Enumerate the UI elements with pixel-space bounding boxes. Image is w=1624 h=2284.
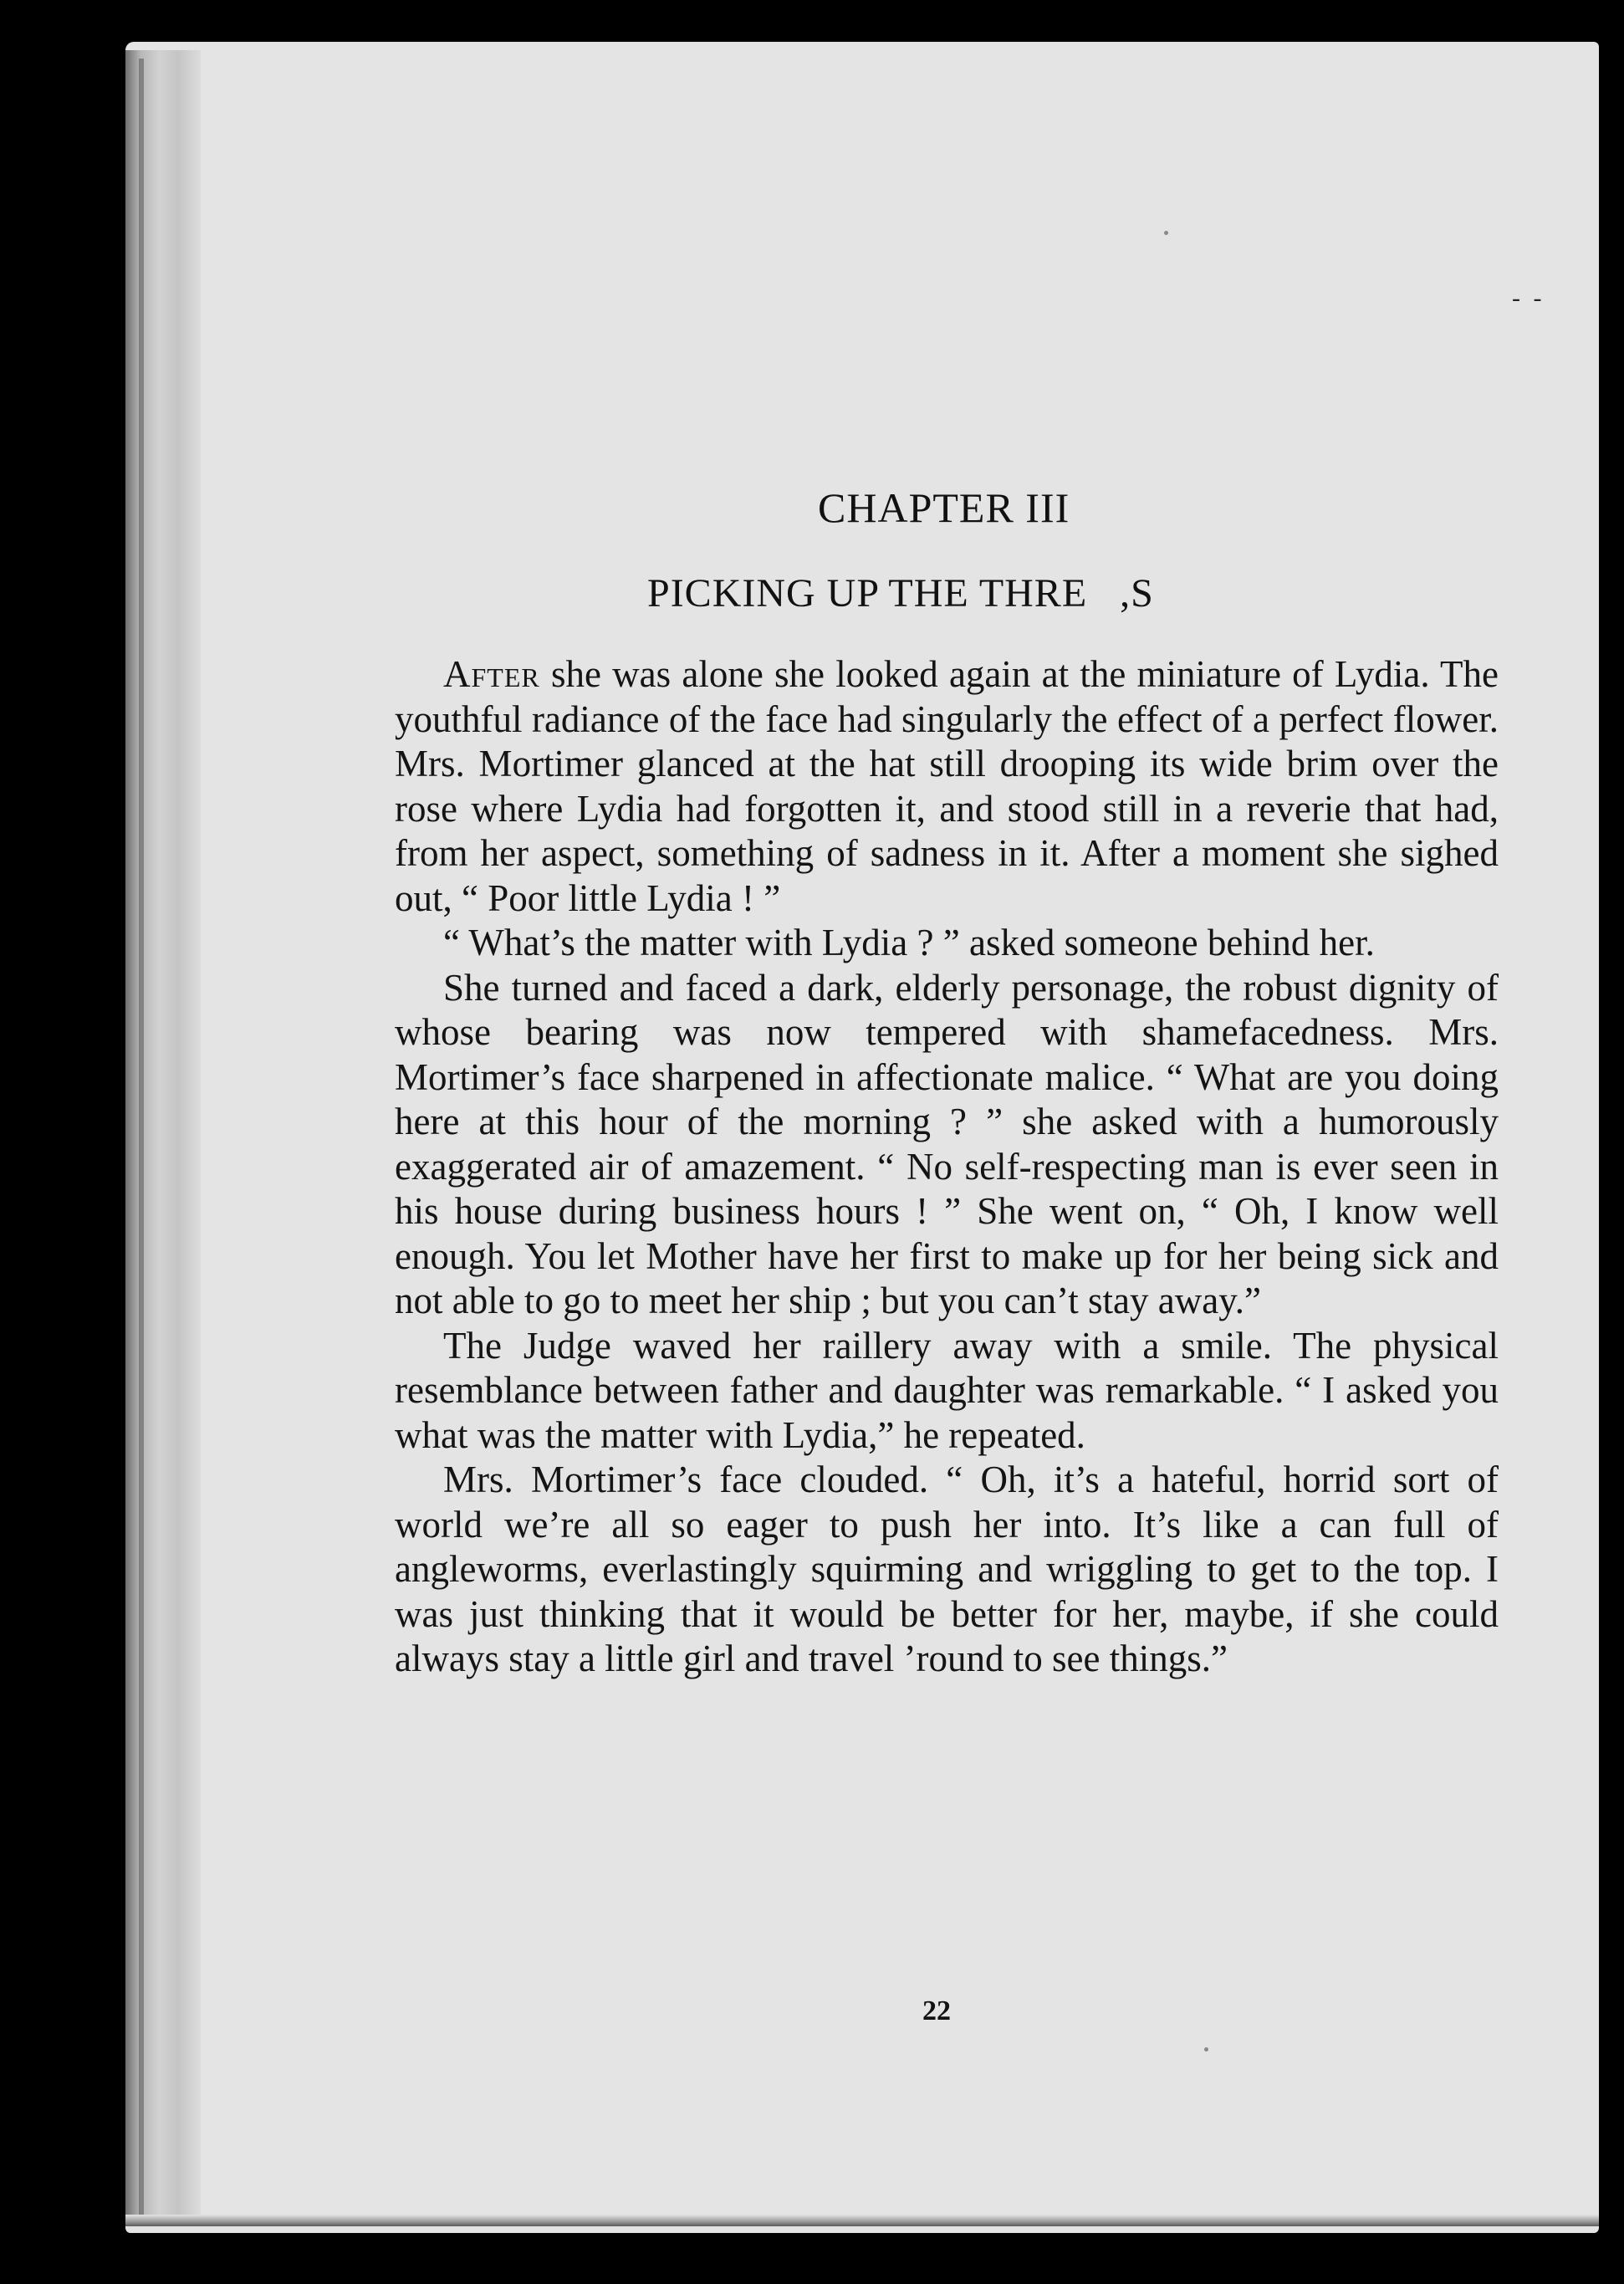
paragraph-lead-word: After (443, 653, 540, 695)
gutter-line (139, 59, 144, 2216)
paragraph (395, 921, 1499, 966)
paragraph (395, 652, 1499, 921)
paragraph-text: “ What’s the matter with Lydia ? ” asked someone behind her. (443, 922, 1375, 963)
page-number: 22 (922, 1995, 951, 2026)
book-spine-shadow (125, 50, 201, 2225)
paragraph-text: Mrs. Mortimer’s face clouded. “ Oh, it’s a hateful, horrid sort of world we’re all so eager to push her into. It’s like a can full of angleworms, everlastingly squirming and wriggling to get to the top. I was just thinking that it would be better for her, maybe, if she could always stay a little girl and travel ’round to see things.” (395, 1459, 1499, 1679)
paragraph-text: she was alone she looked again at the miniature of Lydia. The youthful radiance of the face had singularly the effect of a perfect flower. Mrs. Mortimer glanced at the hat still drooping its wide brim over the rose where Lydia had forgotten it, and stood still in a reverie that had, from her aspect, something of sadness in it. After a moment she sighed out, “ Poor little Lydia ! ” (395, 653, 1499, 919)
dust-speck (1164, 231, 1168, 235)
body-text (395, 652, 1499, 1682)
page-bottom-edge (125, 2215, 1599, 2226)
paragraph (395, 966, 1499, 1324)
corner-mark: - - (1512, 284, 1545, 312)
dust-speck (1204, 2047, 1208, 2052)
chapter-title: CHAPTER III (818, 484, 1070, 531)
chapter-subtitle: PICKING UP THE THRE ,S (647, 571, 1154, 616)
paragraph-text: She turned and faced a dark, elderly personage, the robust dignity of whose bearing was now tempered with shamefacedness. Mrs. Mortimer’s face sharpened in affectionate malice. “ What are you doing here at this hour of the morning ? ” she asked with a humorously exaggerated air of amazement. “ No self-respecting man is ever seen in his house during business hours ! ” She went on, “ Oh, I know well enough. You let Mother have her first to make up for her being sick and not able to go to meet her ship ; but you can’t stay away.” (395, 966, 1499, 1321)
paragraph (395, 1324, 1499, 1459)
paragraph (395, 1458, 1499, 1682)
paragraph-text: The Judge waved her raillery away with a smile. The physical resemblance between father and daughter was remarkable. “ I asked you what was the matter with Lydia,” he repeated. (395, 1324, 1499, 1456)
